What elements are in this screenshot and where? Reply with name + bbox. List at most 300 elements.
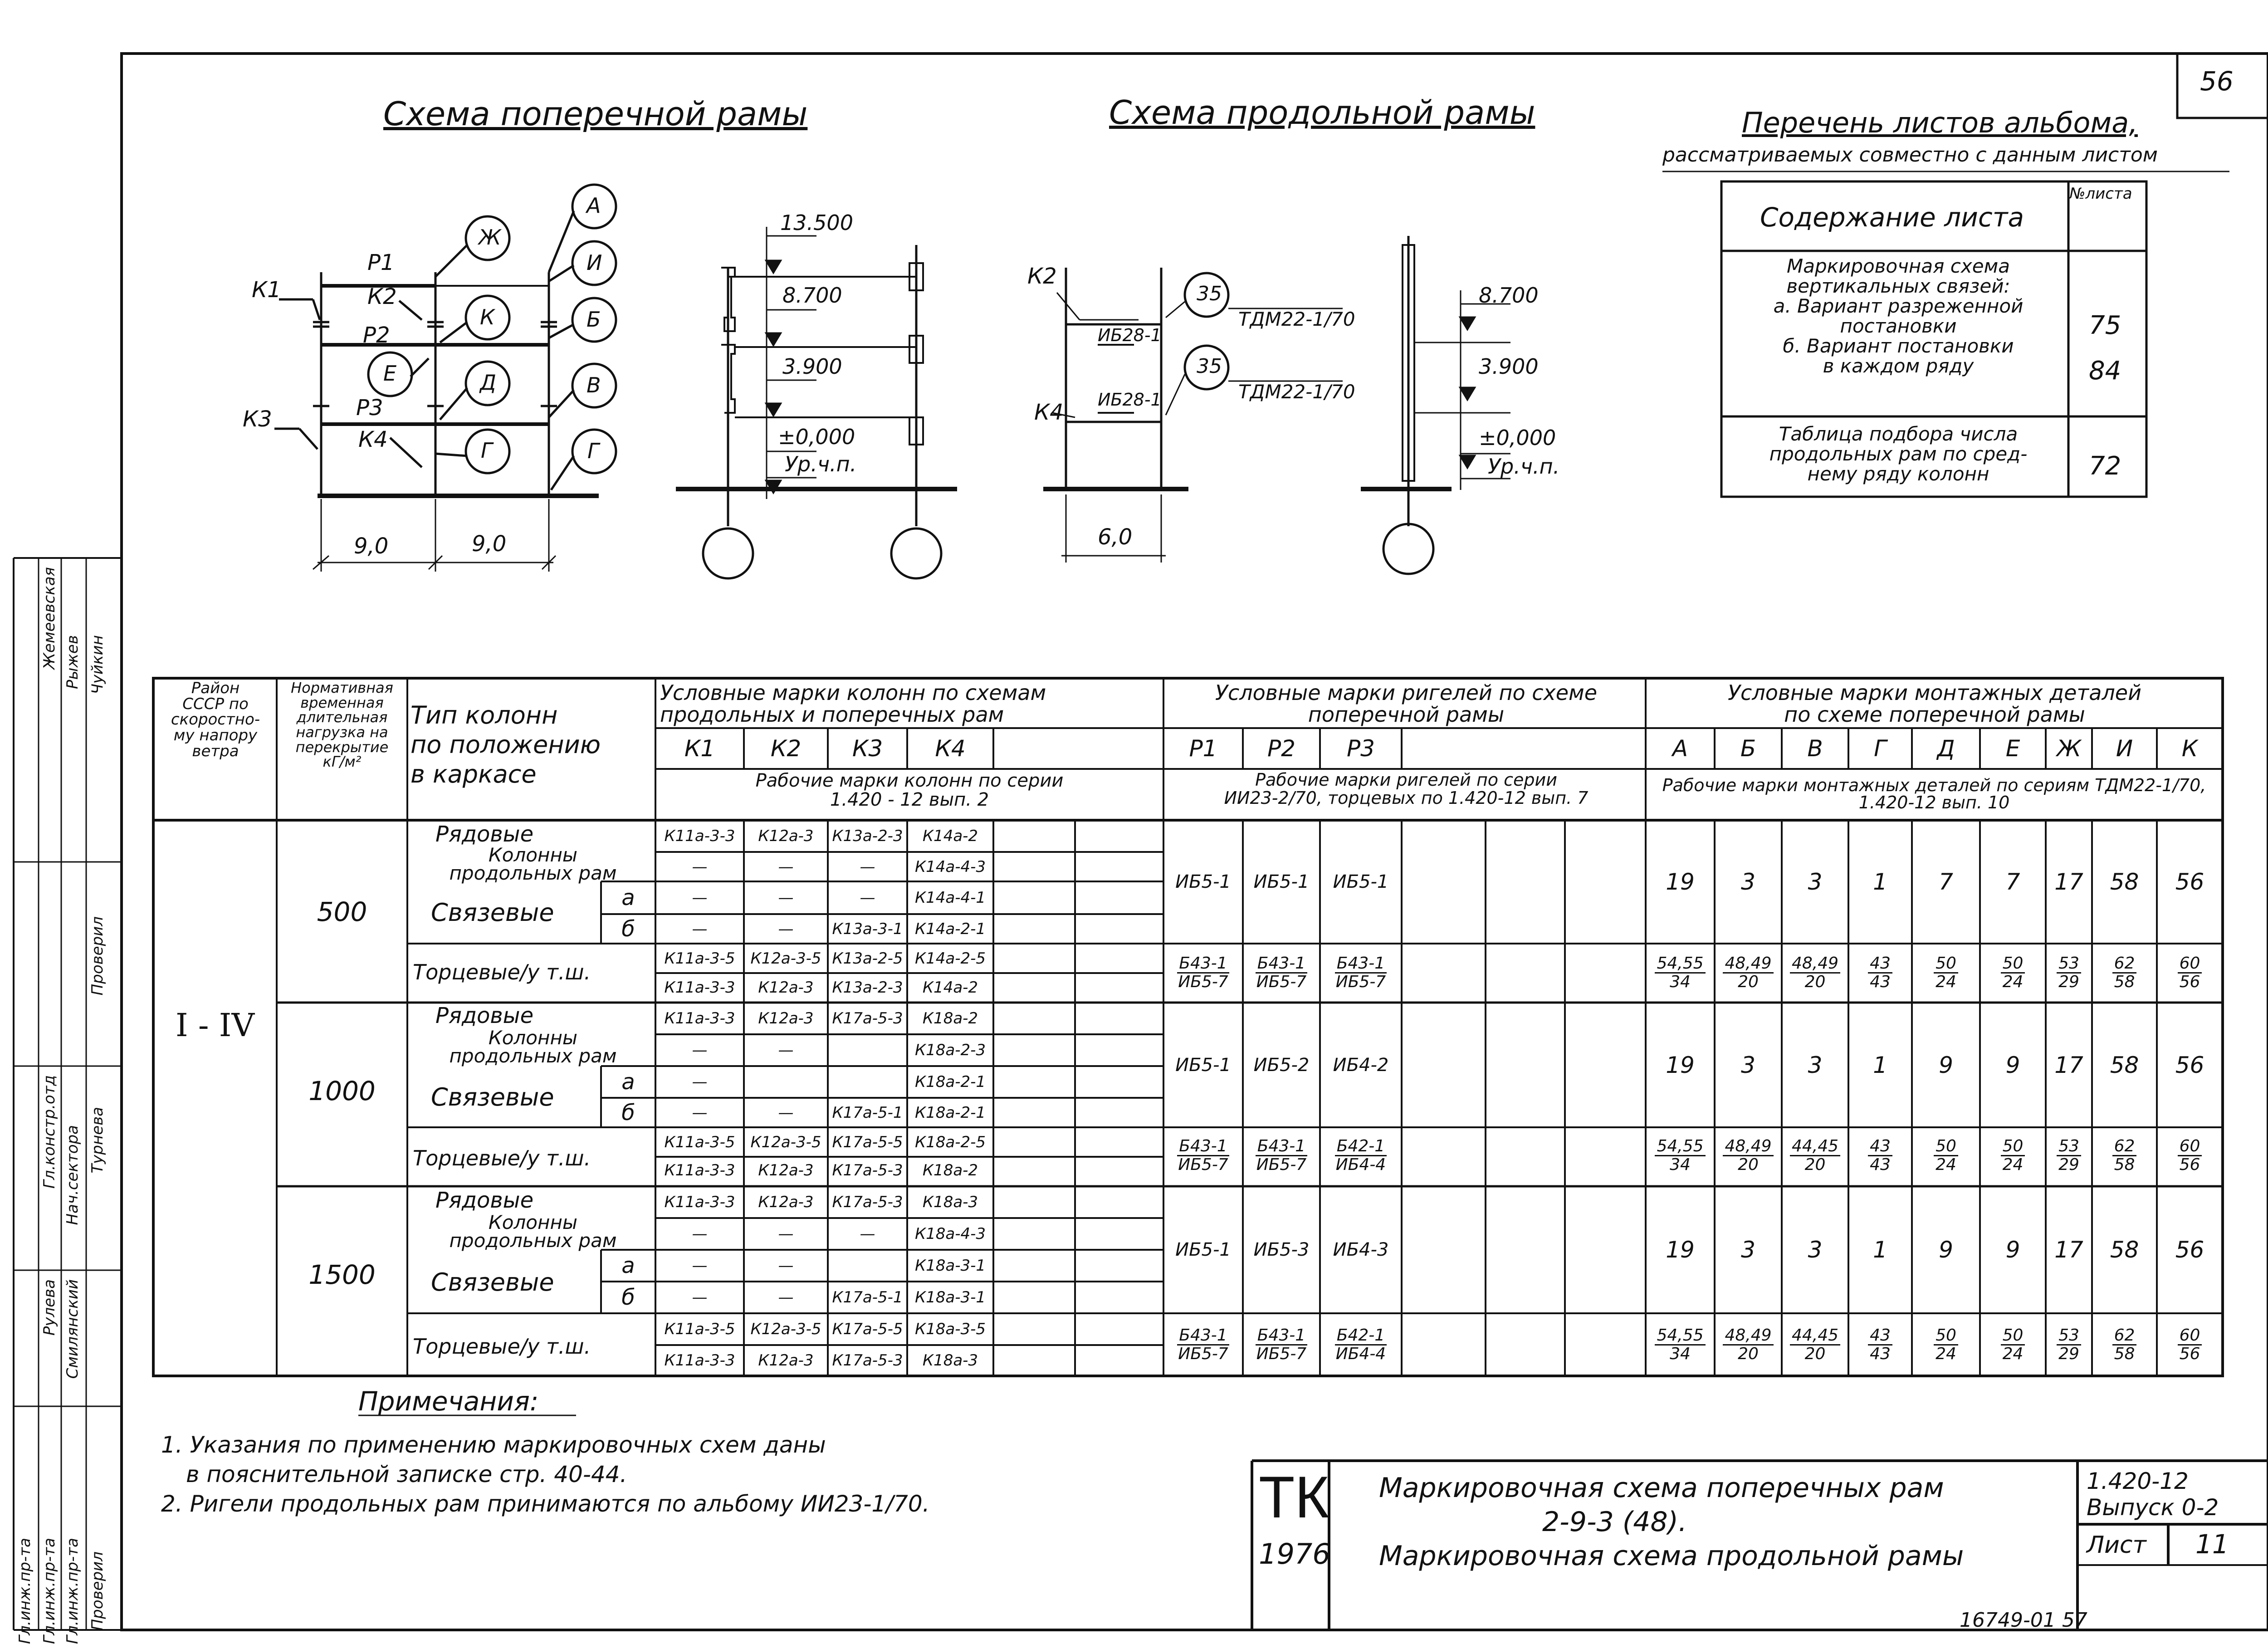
rigel-mark-cell: ИБ5-1	[1175, 871, 1231, 892]
header-detail-e: Е	[2005, 735, 2020, 762]
type-bracing: Связевые	[431, 1268, 554, 1297]
column-mark-cell: —	[692, 857, 708, 876]
long-span: 6,0	[1098, 524, 1133, 550]
fraction-top: Б43-1	[1256, 1138, 1307, 1156]
circle-label: К	[480, 305, 495, 329]
header-line: нагрузка на	[296, 723, 388, 741]
issue-number: Выпуск 0-2	[2087, 1494, 2219, 1521]
column-mark-cell: К11а-3-5	[664, 949, 735, 968]
rigel-mark-cell: ИБ4-3	[1333, 1239, 1389, 1260]
type-long-line: Колонны	[488, 844, 578, 866]
header-line: по схеме поперечной рамы	[1784, 702, 2085, 727]
fraction-top: 50	[2001, 1138, 2025, 1156]
type-bracing: Связевые	[431, 898, 554, 927]
rigel-mark-cell: ИБ5-2	[1253, 1054, 1310, 1076]
type-end: Торцевые/у т.ш.	[413, 960, 591, 984]
column-mark-cell: —	[692, 889, 708, 907]
fraction-top: 43	[1868, 955, 1892, 974]
column-mark-cell: К12а-3	[758, 1193, 814, 1211]
column-mark-cell: К11а-3-3	[664, 1161, 735, 1179]
fraction-top: 48,49	[1790, 955, 1840, 974]
load-1500: 1500	[308, 1259, 376, 1290]
type-long-line: Колонны	[488, 1027, 578, 1049]
column-mark-cell	[828, 1034, 907, 1066]
long-circle-bottom: 35	[1197, 355, 1222, 378]
header-line: продольных и поперечных рам	[660, 702, 1004, 727]
header-line: Тип колонн	[411, 701, 558, 729]
fraction-bottom: 24	[2002, 1155, 2024, 1174]
level-8700: 8.700	[782, 283, 842, 308]
detail-end-cell	[2046, 1313, 2092, 1376]
detail-mark-cell: 58	[2110, 1052, 2139, 1078]
type-long	[415, 1029, 651, 1065]
fraction-bottom: 43	[1870, 972, 1891, 991]
column-mark-cell: —	[860, 857, 875, 876]
header-columns-series	[660, 771, 1159, 809]
detail-end-cell	[2046, 944, 2092, 1002]
detail-mark-cell: 58	[2110, 869, 2139, 895]
type-end: Торцевые/у т.ш.	[413, 1334, 591, 1359]
stamp-role: Проверил	[88, 1551, 107, 1631]
column-mark-cell: К17а-5-3	[832, 1351, 903, 1370]
title-line-2: 2-9-3 (48).	[1542, 1506, 1687, 1538]
column-mark-cell: К18а-3-1	[914, 1257, 986, 1275]
detail-mark-cell: 3	[1741, 869, 1755, 895]
header-region	[156, 680, 274, 759]
column-mark-cell: К11а-3-3	[664, 1193, 735, 1211]
rigel-end-cell	[1243, 1127, 1320, 1184]
detail-mark-cell: 3	[1741, 1052, 1755, 1078]
header-line: 1.420 - 12 вып. 2	[830, 789, 989, 810]
column-mark-cell: —	[778, 1257, 794, 1275]
type-b: б	[621, 1100, 635, 1125]
header-line: му напору	[173, 726, 258, 745]
rigel-end-cell	[1243, 944, 1320, 1002]
stamp-name: Жемеевская	[40, 567, 59, 670]
column-mark-cell: —	[778, 920, 794, 938]
header-line: длительная	[296, 709, 388, 726]
column-mark-cell: К14а-2-5	[914, 949, 986, 968]
column-mark-cell: —	[692, 1073, 708, 1091]
column-mark-cell	[828, 1066, 907, 1098]
detail-end-cell	[1715, 944, 1782, 1002]
column-mark-cell: К11а-3-3	[664, 1351, 735, 1370]
column-mark-cell: К12а-3-5	[750, 949, 821, 968]
stamp-name: Смилянский	[64, 1279, 82, 1379]
column-mark-cell: —	[778, 857, 794, 876]
circle-label: Б	[587, 307, 601, 332]
level-zero: ±0,000	[778, 425, 855, 449]
detail-end-cell	[1980, 1313, 2046, 1376]
fraction-bottom: 24	[2002, 972, 2024, 991]
fraction-top: 48,49	[1723, 955, 1773, 974]
stamp-role: Гл.инж.пр-та	[40, 1538, 59, 1644]
fraction-top: 48,49	[1723, 1327, 1773, 1346]
detail-mark-cell: 17	[2054, 869, 2083, 895]
header-detail-zh: Ж	[2057, 735, 2081, 762]
circle-label: А	[587, 193, 601, 218]
fraction-bottom: ИБ5-7	[1178, 1344, 1228, 1363]
column-mark-cell: К17а-5-3	[832, 1193, 903, 1211]
detail-mark-cell: 19	[1666, 869, 1695, 895]
header-line: Условные марки ригелей по схеме	[1215, 680, 1598, 705]
sheet-list-row-text: вертикальных связей:	[1786, 275, 2010, 298]
column-mark-cell: К17а-5-3	[832, 1161, 903, 1179]
header-columns-group	[660, 682, 1159, 726]
header-detail-b: Б	[1740, 735, 1756, 762]
detail-mark-cell: 1	[1873, 869, 1887, 895]
column-mark-cell: К12а-3	[758, 1161, 814, 1179]
long-tdm-bottom: ТДМ22-1/70	[1238, 381, 1355, 403]
sheet-list-row-text: постановки	[1840, 315, 1957, 338]
header-rigel-series	[1168, 771, 1644, 807]
detail-end-cell	[1912, 1313, 1980, 1376]
column-mark-cell: К13а-2-5	[832, 949, 903, 968]
sheet-list-col-number: №листа	[2069, 185, 2132, 203]
detail-end-cell	[1782, 1127, 1848, 1184]
fraction-bottom: 58	[2114, 972, 2135, 991]
column-mark-cell: К18а-3	[922, 1351, 978, 1370]
label-p3: Р3	[356, 395, 383, 421]
fraction-bottom: 29	[2058, 1155, 2079, 1174]
detail-end-cell	[1912, 944, 1980, 1002]
load-500: 500	[317, 896, 367, 927]
fraction-top: 60	[2178, 955, 2202, 974]
column-mark-cell: К18а-2-1	[914, 1073, 986, 1091]
detail-end-cell	[1848, 944, 1912, 1002]
detail-mark-cell: 17	[2054, 1052, 2083, 1078]
sheet-list-row-text: Маркировочная схема	[1787, 255, 2010, 277]
detail-end-cell	[1715, 1313, 1782, 1376]
notes-title: Примечания:	[358, 1386, 539, 1417]
column-mark-cell: К18а-3	[922, 1193, 978, 1211]
fraction-top: 60	[2178, 1138, 2202, 1156]
detail-mark-cell: 9	[1939, 1052, 1953, 1078]
type-long	[415, 846, 651, 882]
sheet-list-row-text: продольных рам по сред-	[1769, 443, 2028, 465]
fraction-bottom: 56	[2179, 1155, 2200, 1174]
header-line: перекрытие	[295, 738, 389, 756]
column-mark-cell: К14а-4-1	[914, 889, 986, 907]
detail-end-cell	[1980, 1127, 2046, 1184]
fraction-top: Б43-1	[1256, 1327, 1307, 1346]
fraction-top: 50	[2001, 955, 2025, 974]
detail-end-cell	[1782, 1313, 1848, 1376]
archive-number: 16749-01 57	[1960, 1609, 2087, 1632]
note-line: 1. Указания по применению маркировочных схем даны	[161, 1432, 826, 1458]
column-mark-cell: К13а-3-1	[832, 920, 903, 938]
header-k3: К3	[852, 735, 883, 762]
column-mark-cell: К18а-3-1	[914, 1288, 986, 1306]
fraction-bottom: 24	[1936, 972, 1956, 991]
fraction-top: 50	[1934, 1138, 1958, 1156]
header-line: Рабочие марки ригелей по серии	[1255, 770, 1557, 790]
sheet-list-row-text: а. Вариант разреженной	[1773, 295, 2024, 318]
label-k1: К1	[252, 277, 281, 303]
circle-label: Е	[383, 361, 397, 386]
detail-end-cell	[1646, 1313, 1715, 1376]
stamp-name: Рулева	[40, 1279, 59, 1336]
fraction-top: 54,55	[1655, 1138, 1705, 1156]
rigel-end-cell	[1320, 944, 1402, 1002]
column-mark-cell: —	[860, 1225, 875, 1243]
fraction-top: 53	[2057, 955, 2081, 974]
label-k4: К4	[358, 427, 388, 452]
column-mark-cell: К11а-3-3	[664, 827, 735, 845]
column-mark-cell: К11а-3-3	[664, 978, 735, 997]
detail-end-cell	[2092, 1127, 2157, 1184]
circle-label: Г	[481, 438, 493, 463]
fraction-top: 44,45	[1790, 1138, 1840, 1156]
fraction-bottom: 20	[1738, 1155, 1759, 1174]
note-line: 2. Ригели продольных рам принимаются по альбому ИИ23-1/70.	[161, 1491, 930, 1517]
header-line: Рабочие марки колонн по серии	[755, 770, 1064, 791]
fraction-bottom: 56	[2179, 1344, 2200, 1363]
longitudinal-scheme-title: Схема продольной рамы	[1109, 93, 1535, 132]
stamp-role: Гл.инж.пр-та	[64, 1538, 82, 1644]
header-type	[411, 701, 651, 789]
column-mark-cell: К14а-2-1	[914, 920, 986, 938]
column-mark-cell: —	[860, 889, 875, 907]
stamp-name: Чуйкин	[88, 635, 107, 695]
sheet-list-row-2	[1730, 424, 2066, 484]
sheet-list-row-text: в каждом ряду	[1823, 355, 1974, 377]
header-detail-a: А	[1672, 735, 1688, 762]
header-detail-g: Г	[1874, 735, 1887, 762]
fraction-bottom: 24	[1936, 1155, 1956, 1174]
header-detail-v: В	[1807, 735, 1823, 762]
fraction-bottom: ИБ5-7	[1256, 1155, 1307, 1174]
fraction-bottom: 43	[1870, 1344, 1891, 1363]
column-mark-cell: К17а-5-5	[832, 1320, 903, 1338]
column-mark-cell: К18а-2-1	[914, 1103, 986, 1122]
stamp-role: Проверил	[88, 916, 107, 996]
rigel-end-cell	[1163, 944, 1243, 1002]
circle-label: И	[587, 250, 602, 275]
column-mark-cell: К13а-2-3	[832, 827, 903, 845]
detail-end-cell	[1912, 1127, 1980, 1184]
rigel-end-cell	[1163, 1127, 1243, 1184]
column-mark-cell: —	[778, 1225, 794, 1243]
stamp-role: Нач.сектора	[64, 1125, 82, 1225]
header-line: Условные марки монтажных деталей	[1728, 680, 2141, 705]
long-level-8700: 8.700	[1479, 283, 1539, 308]
detail-end-cell	[1782, 944, 1848, 1002]
fraction-top: Б43-1	[1335, 955, 1387, 974]
detail-mark-cell: 1	[1873, 1052, 1887, 1078]
fraction-bottom: 20	[1738, 1344, 1759, 1363]
header-line: поперечной рамы	[1308, 702, 1505, 727]
load-1000: 1000	[308, 1076, 376, 1106]
column-mark-cell: —	[692, 1288, 708, 1306]
column-mark-cell: —	[692, 1103, 708, 1122]
sheet-label: Лист	[2087, 1531, 2146, 1559]
fraction-top: 44,45	[1790, 1327, 1840, 1346]
header-p2: Р2	[1267, 735, 1295, 762]
detail-mark-cell: 19	[1666, 1052, 1695, 1078]
column-mark-cell: —	[692, 1225, 708, 1243]
fraction-top: Б43-1	[1177, 1138, 1229, 1156]
level-13500: 13.500	[780, 210, 853, 235]
header-line: ИИ23-2/70, торцевых по 1.420-12 вып. 7	[1224, 788, 1589, 808]
long-circle-top: 35	[1197, 282, 1222, 305]
header-line: по положению	[411, 730, 601, 759]
fraction-bottom: 58	[2114, 1155, 2135, 1174]
column-mark-cell: К11а-3-5	[664, 1133, 735, 1151]
series-number: 1.420-12	[2087, 1468, 2189, 1494]
detail-mark-cell: 3	[1808, 1052, 1823, 1078]
fraction-bottom: 34	[1670, 972, 1691, 991]
column-mark-cell	[744, 1066, 828, 1098]
rigel-end-cell	[1163, 1313, 1243, 1376]
fraction-bottom: ИБ4-4	[1335, 1344, 1386, 1363]
sheet-list-row-text: нему ряду колонн	[1807, 463, 1989, 485]
type-long	[415, 1213, 651, 1250]
fraction-bottom: ИБ5-7	[1335, 972, 1386, 991]
rigel-mark-cell: ИБ5-1	[1175, 1239, 1231, 1260]
type-b: б	[621, 916, 635, 942]
header-line: Нормативная	[291, 679, 393, 696]
rigel-end-cell	[1243, 1313, 1320, 1376]
detail-mark-cell: 56	[2175, 1052, 2204, 1078]
fraction-bottom: ИБ5-7	[1178, 972, 1228, 991]
column-mark-cell: —	[692, 1257, 708, 1275]
header-line: кГ/м²	[323, 753, 362, 771]
sheet-list-title: Перечень листов альбома,	[1742, 106, 2138, 139]
sheet-list-row-text: Таблица подбора числа	[1779, 423, 2018, 445]
column-mark-cell: К17а-5-3	[832, 1009, 903, 1028]
type-b: б	[621, 1285, 635, 1310]
detail-end-cell	[2092, 944, 2157, 1002]
page-number: 56	[2200, 66, 2234, 97]
span-right: 9,0	[472, 531, 507, 557]
sheet-num: 72	[2089, 451, 2121, 481]
column-mark-cell: К11а-3-5	[664, 1320, 735, 1338]
long-beam-bottom: ИБ28-1	[1098, 390, 1162, 410]
header-line: Район	[191, 679, 240, 697]
stamp-role: Гл.инж.пр-та	[16, 1538, 34, 1644]
rigel-end-cell	[1320, 1313, 1402, 1376]
column-mark-cell: К12а-3	[758, 827, 814, 845]
header-line: в каркасе	[411, 759, 537, 788]
header-k4: К4	[935, 735, 966, 762]
detail-mark-cell: 3	[1741, 1237, 1755, 1263]
rigel-end-cell	[1320, 1127, 1402, 1184]
header-line: Условные марки колонн по схемам	[660, 680, 1046, 705]
circle-label: Д	[480, 370, 496, 395]
fraction-top: 62	[2112, 1327, 2137, 1346]
rigel-mark-cell: ИБ4-2	[1333, 1054, 1389, 1076]
fraction-top: 50	[1934, 955, 1958, 974]
detail-mark-cell: 3	[1808, 1237, 1823, 1263]
detail-mark-cell: 58	[2110, 1237, 2139, 1263]
fraction-bottom: ИБ4-4	[1335, 1155, 1386, 1174]
detail-end-cell	[2157, 1313, 2223, 1376]
detail-mark-cell: 9	[1939, 1237, 1953, 1263]
column-mark-cell: К18а-2-3	[914, 1041, 986, 1059]
detail-end-cell	[1980, 944, 2046, 1002]
detail-end-cell	[2157, 944, 2223, 1002]
header-detail-i: И	[2116, 735, 2133, 762]
fraction-bottom: 34	[1670, 1344, 1691, 1363]
rigel-mark-cell: ИБ5-1	[1333, 871, 1389, 892]
type-a: а	[621, 1069, 635, 1095]
detail-end-cell	[1715, 1127, 1782, 1184]
column-mark-cell: К18а-2-5	[914, 1133, 986, 1151]
column-mark-cell: К18а-2	[922, 1009, 978, 1028]
fraction-top: Б43-1	[1177, 955, 1229, 974]
type-long-line: продольных рам	[449, 1044, 617, 1067]
detail-mark-cell: 9	[2005, 1237, 2020, 1263]
fraction-top: 53	[2057, 1138, 2081, 1156]
type-row: Рядовые	[435, 1003, 534, 1028]
column-mark-cell: —	[778, 1103, 794, 1122]
header-p1: Р1	[1189, 735, 1217, 762]
detail-mark-cell: 9	[2005, 1052, 2020, 1078]
type-a: а	[621, 885, 635, 910]
fraction-top: 48,49	[1723, 1138, 1773, 1156]
column-mark-cell: К14а-2	[922, 827, 978, 845]
title-line-1: Маркировочная схема поперечных рам	[1379, 1472, 1944, 1504]
column-mark-cell: К17а-5-1	[832, 1288, 903, 1306]
level-3900: 3.900	[782, 354, 842, 379]
region-value: I - IV	[175, 1007, 254, 1044]
column-mark-cell: К17а-5-5	[832, 1133, 903, 1151]
sheet-list-subtitle: рассматриваемых совместно с данным листом	[1662, 143, 2158, 166]
detail-mark-cell: 17	[2054, 1237, 2083, 1263]
column-mark-cell: К14а-2	[922, 978, 978, 997]
label-p2: Р2	[363, 323, 390, 348]
header-k1: К1	[684, 735, 715, 762]
header-p3: Р3	[1347, 735, 1375, 762]
column-mark-cell: —	[778, 1041, 794, 1059]
circle-label: Г	[587, 439, 599, 463]
long-beam-top: ИБ28-1	[1098, 325, 1162, 345]
sheet-num: 75	[2089, 311, 2121, 340]
column-mark-cell: К18а-2	[922, 1161, 978, 1179]
detail-mark-cell: 56	[2175, 869, 2204, 895]
span-left: 9,0	[354, 533, 389, 559]
fraction-bottom: 34	[1670, 1155, 1691, 1174]
fraction-bottom: ИБ5-7	[1256, 1344, 1307, 1363]
long-label-k2: К2	[1027, 264, 1057, 289]
fraction-bottom: 56	[2179, 972, 2200, 991]
circle-label: Ж	[479, 225, 501, 250]
column-mark-cell: К12а-3	[758, 978, 814, 997]
sheet-list-row-text: б. Вариант постановки	[1783, 335, 2014, 357]
fraction-top: 50	[1934, 1327, 1958, 1346]
fraction-top: 62	[2112, 955, 2137, 974]
long-level-zero: ±0,000	[1479, 426, 1556, 450]
fraction-bottom: 20	[1804, 1344, 1826, 1363]
column-mark-cell	[828, 1250, 907, 1282]
column-mark-cell: К12а-3	[758, 1351, 814, 1370]
type-row: Рядовые	[435, 822, 534, 847]
type-long-line: Колонны	[488, 1211, 578, 1233]
column-mark-cell: К14а-4-3	[914, 857, 986, 876]
label-k2: К2	[367, 284, 397, 309]
column-mark-cell: К12а-3	[758, 1009, 814, 1028]
fraction-bottom: 20	[1804, 972, 1826, 991]
sheet-list-col-content: Содержание листа	[1760, 202, 2024, 233]
column-mark-cell: К11а-3-3	[664, 1009, 735, 1028]
fraction-top: 53	[2057, 1327, 2081, 1346]
detail-end-cell	[1646, 1127, 1715, 1184]
header-line: ветра	[192, 742, 239, 760]
fraction-bottom: 29	[2058, 972, 2079, 991]
detail-end-cell	[2046, 1127, 2092, 1184]
tk-logo: ТК	[1259, 1464, 1330, 1530]
